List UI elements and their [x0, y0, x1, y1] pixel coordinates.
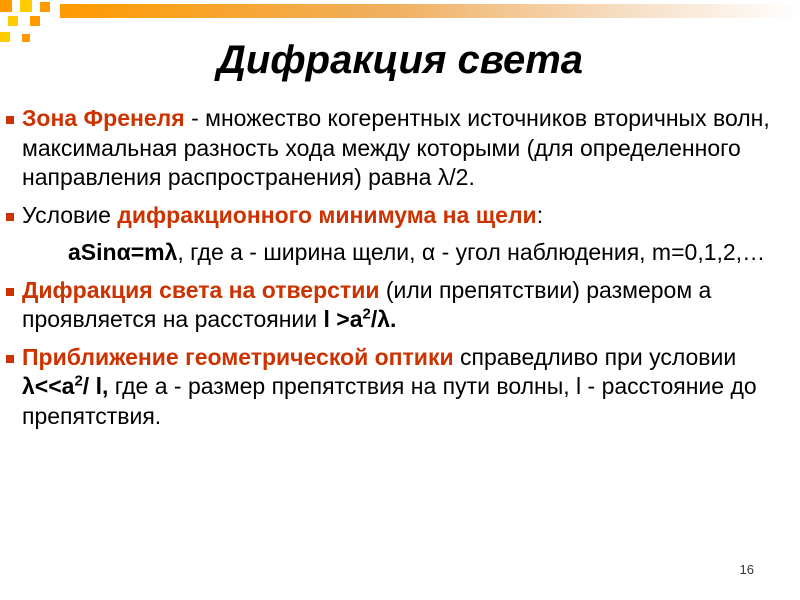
- decor-square-yellow-1: [20, 0, 32, 12]
- bullet-square: [6, 288, 14, 296]
- formula-slit-minimum: aSinα=mλ: [68, 239, 178, 265]
- text-slit-prefix: Условие: [22, 201, 118, 228]
- condition-geometric-part1: λ<<a: [22, 373, 75, 399]
- decor-square-orange-1: [0, 0, 12, 12]
- decor-square-orange-2: [40, 2, 50, 12]
- paragraph-geometric-optics: [6, 343, 786, 432]
- condition-geometric-part2: / l,: [82, 373, 109, 399]
- term-fresnel-zone: Зона Френеля: [22, 105, 185, 131]
- slide-content: [6, 104, 786, 439]
- paragraph-slit-minimum: [6, 201, 786, 231]
- term-aperture-diffraction: Дифракция света на отверстии: [22, 276, 380, 303]
- decor-top-bar: [60, 4, 800, 18]
- text-geometric-optics-end: где a - размер препятствия на пути волны, l - расстояние до препятствия.: [22, 373, 757, 429]
- paragraph-fresnel-zone: [6, 104, 786, 193]
- page-number: 16: [739, 562, 754, 577]
- bullet-square: [6, 355, 14, 363]
- condition-geometric-exponent: 2: [74, 372, 83, 390]
- text-aperture-diffraction: (или препятствии) размером а проявляется на расстоянии: [22, 276, 712, 332]
- condition-aperture-part1: l >a: [323, 306, 363, 332]
- term-slit-minimum: дифракционного минимума на щели: [117, 201, 537, 228]
- text-slit-formula: , где a - ширина щели, α - угол наблюдения, m=0,1,2,…: [177, 239, 766, 265]
- text-slit-suffix: :: [536, 201, 544, 228]
- text-fresnel-zone: - множество когерентных источников вторичных волн, максимальная разность хода между которыми (для определенного направления распространения) равна λ/2.: [22, 105, 770, 190]
- bullet-square: [6, 213, 14, 221]
- slide-title: Дифракция света: [216, 38, 584, 82]
- decor-square-yellow-2: [8, 16, 18, 26]
- paragraph-slit-formula: [6, 238, 786, 268]
- text-geometric-optics: справедливо при условии: [453, 343, 737, 370]
- decor-square-orange-3: [30, 16, 40, 26]
- bullet-square: [6, 116, 14, 124]
- paragraph-aperture-diffraction: [6, 276, 786, 335]
- term-geometric-optics: Приближение геометрической оптики: [22, 343, 454, 370]
- condition-aperture-exponent: 2: [362, 305, 371, 323]
- condition-aperture-part2: /λ.: [370, 306, 397, 332]
